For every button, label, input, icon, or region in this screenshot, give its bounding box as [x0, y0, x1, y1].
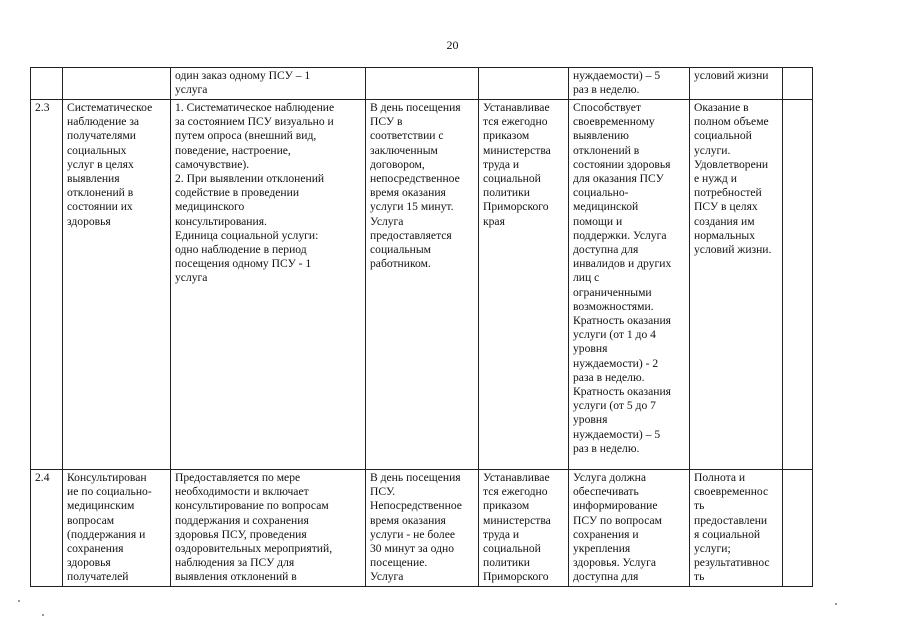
- service-conditions: Способствует своевременному выявлению отклонений в состоянии здоровья для оказания ПСУ социально- медицинской помощи и поддержки. Услуга доступна для инвалидов и других лиц с ограниченными возможностями. Кратность оказания услуги (от 1 до 4 уровня нуждаемости) - 2 раза в неделю. Кратность оказания услуги (от 5 до 7 уровня нуждаемости) – 5 раз в неделю.: [573, 101, 672, 455]
- service-conditions: нуждаемости) – 5 раз в неделю.: [573, 69, 661, 97]
- service-timing: В день посещения ПСУ. Непосредственное время оказания услуги - не более 30 минут за одно посещение. Услуга: [370, 471, 462, 584]
- scan-speck: [835, 603, 837, 605]
- service-name: Консультирован ие по социально- медицинским вопросам (поддержания и сохранения здоровья получателей: [67, 471, 152, 584]
- cell-number: [31, 68, 63, 100]
- cell-timing: [366, 100, 479, 470]
- service-description: 1. Систематическое наблюдение за состоянием ПСУ визуально и путем опроса (внешний вид, поведение, настроение, самочувствие). 2. При выявлении отклонений содействие в проведении медицинского консультирования. Единица социальной услуги: одно наблюдение в период посещения одному ПСУ - 1 услуга: [175, 101, 335, 285]
- cell-timing: [366, 68, 479, 100]
- services-table: [30, 67, 813, 587]
- service-number: 2.3: [35, 101, 50, 114]
- service-name: Систематическое наблюдение за получателями социальных услуг в целях выявления отклонений в состоянии их здоровья: [67, 101, 153, 228]
- table-row: [31, 100, 813, 470]
- service-description: Предоставляется по мере необходимости и включает консультирование по вопросам поддержания и сохранения здоровья ПСУ, проведения оздоровительных мероприятий, наблюдения за ПСУ для выявления отклонений в: [175, 471, 333, 584]
- cell-description: [171, 470, 366, 587]
- cell-number: [31, 470, 63, 587]
- cell-timing: [366, 470, 479, 587]
- service-timing: В день посещения ПСУ в соответствии с заключенным договором, непосредственное время оказания услуги 15 минут. Услуга предоставляется социальным работником.: [370, 101, 461, 271]
- scan-speck: [42, 614, 44, 616]
- service-conditions: Услуга должна обеспечивать информирование ПСУ по вопросам сохранения и укрепления здоровья. Услуга доступна для: [573, 471, 663, 584]
- cell-name: [63, 470, 171, 587]
- cell-name: [63, 100, 171, 470]
- page-number: 20: [446, 38, 459, 52]
- cell-indicators: [690, 470, 783, 587]
- cell-name: [63, 68, 171, 100]
- table-row: [31, 68, 813, 100]
- cell-indicators: [690, 68, 783, 100]
- cell-number: [31, 100, 63, 470]
- cell-conditions: [569, 470, 690, 587]
- cell-conditions: [569, 68, 690, 100]
- cell-evaluation: [783, 100, 813, 470]
- service-indicators: Оказание в полном объеме социальной услуги. Удовлетворени е нужд и потребностей ПСУ в целях создания им нормальных условий жизни.: [694, 101, 772, 257]
- table-row: [31, 470, 813, 587]
- cell-cost: [479, 100, 569, 470]
- cell-evaluation: [783, 68, 813, 100]
- cell-cost: [479, 68, 569, 100]
- service-indicators: Полнота и своевременнос ть предоставлени я социальной услуги; результативнос ть: [694, 471, 770, 584]
- service-cost: Устанавливае тся ежегодно приказом министерства труда и социальной политики Приморского: [483, 471, 551, 584]
- service-description: один заказ одному ПСУ – 1 услуга: [175, 69, 311, 97]
- service-indicators: условий жизни: [694, 69, 769, 82]
- service-cost: Устанавливае тся ежегодно приказом министерства труда и социальной политики Приморского края: [483, 101, 551, 228]
- cell-cost: [479, 470, 569, 587]
- cell-evaluation: [783, 470, 813, 587]
- scan-speck: [18, 600, 20, 602]
- cell-indicators: [690, 100, 783, 470]
- cell-conditions: [569, 100, 690, 470]
- cell-description: [171, 68, 366, 100]
- service-number: 2.4: [35, 471, 50, 484]
- cell-description: [171, 100, 366, 470]
